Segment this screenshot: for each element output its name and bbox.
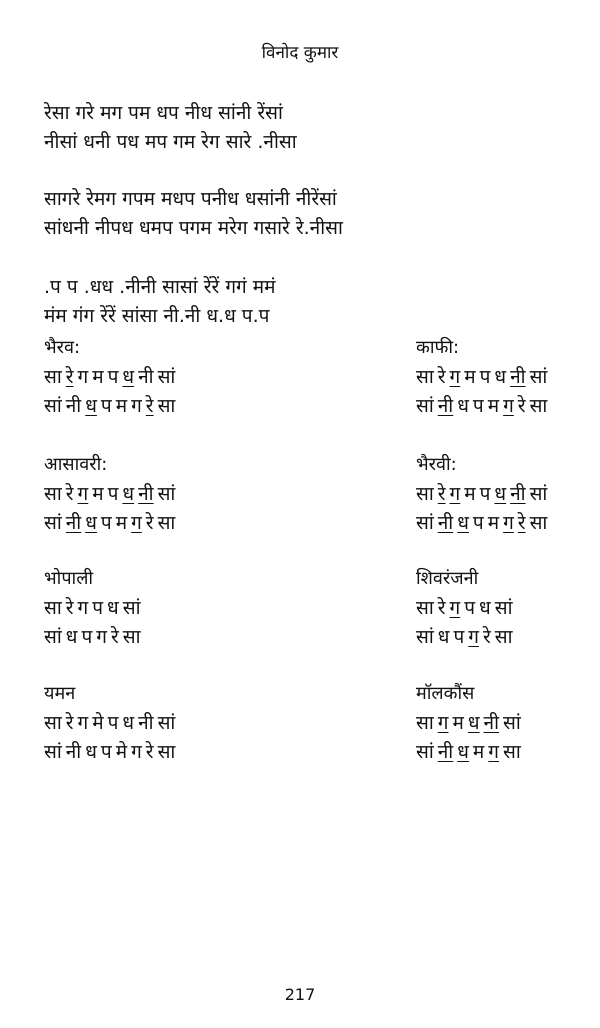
komal-note: ग xyxy=(77,483,89,505)
note: सां xyxy=(416,512,434,534)
note: सा xyxy=(44,483,62,505)
komal-note: ग xyxy=(449,366,461,388)
note: सां xyxy=(122,597,141,619)
note: सा xyxy=(44,366,62,388)
note: सा xyxy=(503,741,521,763)
note: सां xyxy=(157,366,176,388)
raga-avaroha-line xyxy=(416,624,517,650)
note: रे xyxy=(517,395,526,417)
note: सां xyxy=(157,483,176,505)
komal-note: ध xyxy=(122,483,135,505)
note: सां xyxy=(44,512,62,534)
komal-note: नी xyxy=(437,741,454,763)
komal-note: नी xyxy=(437,395,454,417)
note: नी xyxy=(65,741,82,763)
komal-note: ध xyxy=(85,395,97,417)
komal-note: ध xyxy=(85,512,97,534)
raga-name: शिवरंजनी xyxy=(416,568,479,589)
note: म xyxy=(472,741,485,763)
note: सा xyxy=(157,512,176,534)
note: सा xyxy=(157,395,176,417)
komal-note: रे xyxy=(437,483,446,505)
exercise-line-4: सांधनी नीपध धमप पगम मरेग गसारे रे.नीसा xyxy=(44,217,343,239)
komal-note: ग xyxy=(503,395,514,417)
note: मे xyxy=(92,712,104,734)
note: सां xyxy=(416,741,434,763)
raga-aroha-line xyxy=(44,364,179,390)
note: सा xyxy=(416,597,434,619)
note: सां xyxy=(494,597,513,619)
note: सां xyxy=(157,712,176,734)
note: म xyxy=(452,712,464,734)
komal-note: ध xyxy=(467,712,480,734)
note: प xyxy=(100,741,112,763)
note: म xyxy=(464,483,476,505)
note: म xyxy=(487,395,500,417)
exercise-line-1: रेसा गरे मग पम धप नीध सांनी रेंसां xyxy=(44,102,283,124)
note: प xyxy=(107,366,119,388)
note: ग xyxy=(77,712,89,734)
note: प xyxy=(464,597,476,619)
note: ग xyxy=(96,626,107,648)
komal-note: ग xyxy=(488,741,499,763)
note: ध xyxy=(85,741,97,763)
note: सा xyxy=(494,626,513,648)
note: सां xyxy=(416,626,434,648)
note: सा xyxy=(122,626,141,648)
raga-aroha-line xyxy=(416,481,551,507)
note: रे xyxy=(65,712,74,734)
raga-name: भैरवी: xyxy=(416,454,457,475)
note: प xyxy=(81,626,93,648)
note: ग xyxy=(77,597,89,619)
raga-name: यमन xyxy=(44,683,76,704)
note: प xyxy=(92,597,104,619)
page-header-author: विनोद कुमार xyxy=(261,43,339,63)
note: सा xyxy=(416,366,434,388)
komal-note: ग xyxy=(437,712,449,734)
komal-note: रे xyxy=(145,395,154,417)
raga-avaroha-line xyxy=(416,393,551,419)
note: रे xyxy=(145,512,154,534)
komal-note: ग xyxy=(468,626,479,648)
komal-note: नी xyxy=(510,366,526,388)
note: प xyxy=(100,395,112,417)
note: ध xyxy=(437,626,450,648)
note: ध xyxy=(65,626,78,648)
komal-note: ग xyxy=(503,512,514,534)
note: सा xyxy=(529,395,548,417)
note: म xyxy=(92,366,104,388)
note: नी xyxy=(138,712,154,734)
note: प xyxy=(479,483,491,505)
raga-aroha-line xyxy=(416,595,517,621)
note: म xyxy=(115,395,128,417)
raga-name: भैरव: xyxy=(44,337,81,358)
note: म xyxy=(464,366,476,388)
komal-note: ध xyxy=(457,741,469,763)
note: रे xyxy=(437,366,446,388)
raga-aroha-line xyxy=(44,595,145,621)
note: सा xyxy=(44,597,62,619)
note: सा xyxy=(44,712,62,734)
exercise-line-5: .प प .धध .नीनी सासां रेंरें गगं ममं xyxy=(44,276,276,298)
komal-note: ग xyxy=(449,597,461,619)
note: म xyxy=(487,512,500,534)
note: प xyxy=(100,512,112,534)
komal-note: ध xyxy=(122,366,135,388)
note: सां xyxy=(503,712,521,734)
note: सा xyxy=(157,741,176,763)
raga-name: मॉलकौंस xyxy=(416,683,475,704)
note: सां xyxy=(416,395,434,417)
note: म xyxy=(92,483,104,505)
komal-note: नी xyxy=(510,483,526,505)
komal-note: ध xyxy=(457,512,469,534)
note: ग xyxy=(131,395,142,417)
raga-aroha-line xyxy=(44,481,179,507)
note: प xyxy=(479,366,491,388)
note: रे xyxy=(110,626,119,648)
komal-note: ध xyxy=(494,483,507,505)
komal-note: नी xyxy=(65,512,82,534)
komal-note: नी xyxy=(138,483,154,505)
note: ध xyxy=(479,597,491,619)
komal-note: नी xyxy=(483,712,499,734)
note: सा xyxy=(416,483,434,505)
komal-note: रे xyxy=(517,512,526,534)
note: म xyxy=(115,512,128,534)
note: सां xyxy=(529,483,548,505)
note: मे xyxy=(115,741,128,763)
raga-name: भोपाली xyxy=(44,568,94,589)
note: रे xyxy=(437,597,446,619)
komal-note: रे xyxy=(65,366,74,388)
note: सां xyxy=(44,395,62,417)
note: सां xyxy=(44,626,62,648)
raga-aroha-line xyxy=(416,364,551,390)
exercise-line-3: सागरे रेमग गपम मधप पनीध धसांनी नीरेंसां xyxy=(44,188,337,210)
note: रे xyxy=(482,626,491,648)
raga-avaroha-line xyxy=(44,739,179,765)
note: रे xyxy=(65,483,74,505)
note: ग xyxy=(77,366,89,388)
exercise-line-6: मंम गंग रेंरें सांसा नी.नी ध.ध प.प xyxy=(44,305,270,327)
raga-aroha-line xyxy=(44,710,179,736)
raga-name: आसावरी: xyxy=(44,454,108,475)
note: ध xyxy=(494,366,507,388)
raga-avaroha-line xyxy=(416,510,551,536)
note: प xyxy=(472,395,484,417)
note: सां xyxy=(529,366,548,388)
note: प xyxy=(453,626,465,648)
raga-avaroha-line xyxy=(44,393,179,419)
raga-aroha-line xyxy=(416,710,525,736)
note: नी xyxy=(65,395,82,417)
note: ध xyxy=(457,395,469,417)
komal-note: ग xyxy=(131,512,142,534)
raga-avaroha-line xyxy=(416,739,525,765)
note: रे xyxy=(145,741,154,763)
komal-note: नी xyxy=(437,512,454,534)
exercise-line-2: नीसां धनी पध मप गम रेग सारे .नीसा xyxy=(44,131,297,153)
note: सां xyxy=(44,741,62,763)
note: सा xyxy=(529,512,548,534)
note: सा xyxy=(416,712,434,734)
raga-name: काफी: xyxy=(416,337,460,358)
note: ध xyxy=(122,712,135,734)
note: प xyxy=(472,512,484,534)
note: रे xyxy=(65,597,74,619)
note: प xyxy=(107,712,119,734)
raga-avaroha-line xyxy=(44,624,145,650)
raga-avaroha-line xyxy=(44,510,179,536)
note: ग xyxy=(131,741,142,763)
note: ध xyxy=(107,597,119,619)
note: प xyxy=(107,483,119,505)
note: नी xyxy=(138,366,154,388)
komal-note: ग xyxy=(449,483,461,505)
page-number: 217 xyxy=(284,985,316,1004)
